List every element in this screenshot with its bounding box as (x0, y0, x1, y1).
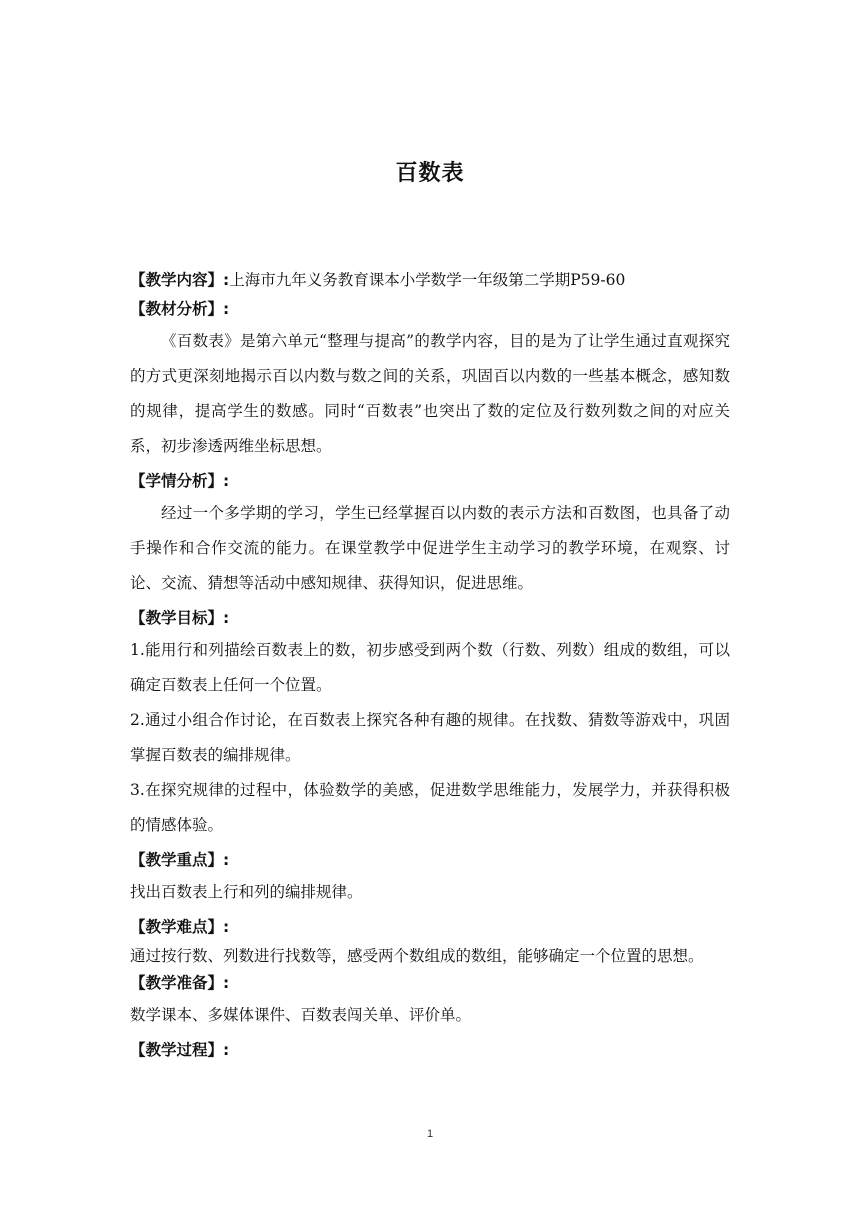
page-number: 1 (426, 1128, 434, 1140)
preparation-heading: 【教学准备】: (130, 974, 230, 992)
document-title: 百数表 (395, 161, 465, 186)
key-points-heading: 【教学重点】: (130, 851, 230, 869)
difficult-points-text: 通过按行数、列数进行找数等，感受两个数组成的数组，能够确定一个位置的思想。 (130, 947, 704, 965)
teaching-goals-heading: 【教学目标】: (130, 609, 230, 627)
process-heading: 【教学过程】: (130, 1041, 230, 1059)
textbook-analysis-paragraph: 《百数表》是第六单元“整理与提高”的教学内容，目的是为了让学生通过直观探究的方式更深刻地揭示百以内数与数之间的关系，巩固百以内数的一些基本概念，感知数的规律，提高学生的数感。同时“百数表”也突出了数的定位及行数列数之间的对应关系，初步渗透两维坐标思想。 (130, 332, 730, 455)
document-body (130, 266, 730, 1065)
student-analysis-heading: 【学情分析】: (130, 472, 230, 490)
teaching-content-line (130, 266, 730, 295)
teaching-content-label: 【教学内容】: (130, 271, 230, 289)
key-points-text: 找出百数表上行和列的编排规律。 (130, 883, 363, 901)
teaching-goal-item-1: 1.能用行和列描绘百数表上的数，初步感受到两个数（行数、列数）组成的数组，可以确定百数表上任何一个位置。 (130, 641, 730, 694)
preparation-text: 数学课本、多媒体课件、百数表闯关单、评价单。 (130, 1006, 472, 1024)
difficult-points-heading: 【教学难点】: (130, 918, 230, 936)
teaching-content-text: 上海市九年义务教育课本小学数学一年级第二学期P59-60 (229, 271, 626, 289)
teaching-goal-item-2: 2.通过小组合作讨论，在百数表上探究各种有趣的规律。在找数、猜数等游戏中，巩固掌握百数表的编排规律。 (130, 711, 730, 764)
textbook-analysis-heading: 【教材分析】: (130, 300, 230, 318)
student-analysis-paragraph: 经过一个多学期的学习，学生已经掌握百以内数的表示方法和百数图，也具备了动手操作和合作交流的能力。在课堂教学中促进学生主动学习的教学环境，在观察、讨论、交流、猜想等活动中感知规律、获得知识，促进思维。 (130, 504, 730, 592)
teaching-goal-item-3: 3.在探究规律的过程中，体验数学的美感，促进数学思维能力，发展学力，并获得积极的情感体验。 (130, 781, 730, 834)
